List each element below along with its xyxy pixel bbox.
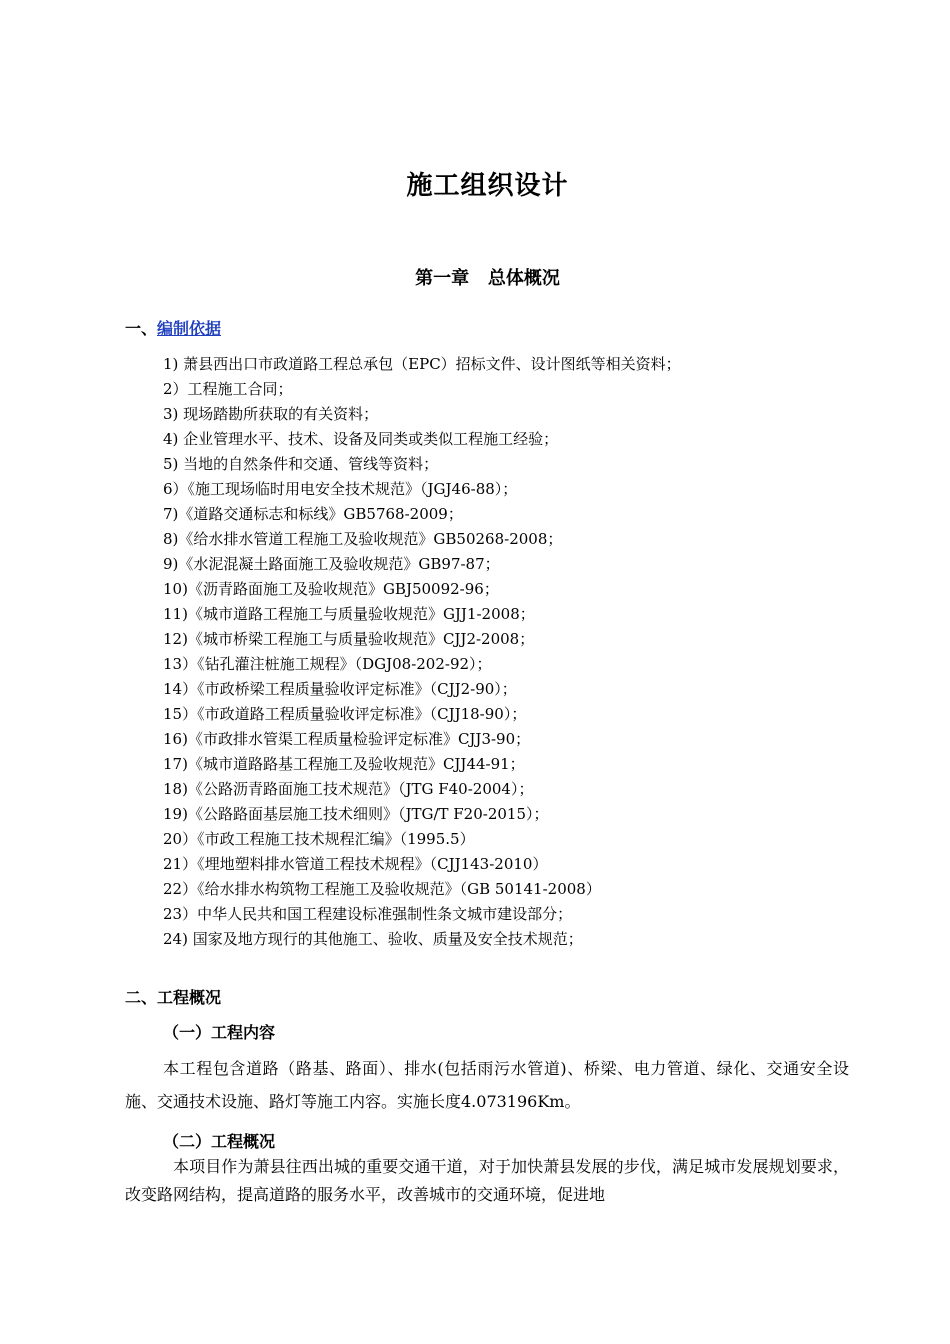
list-item: 3) 现场踏勘所获取的有关资料；: [163, 405, 379, 423]
list-item: 18)《公路沥青路面施工技术规范》（JTG F40-2004）；: [163, 780, 534, 798]
chapter-title: 第一章 总体概况: [415, 268, 560, 289]
list-item: 21）《埋地塑料排水管道工程技术规程》（CJJ143-2010）: [163, 855, 548, 873]
subheading-content: （一）工程内容: [163, 1023, 276, 1042]
list-item: 19)《公路路面基层施工技术细则》（JTG/T F20-2015）；: [163, 805, 549, 823]
list-item: 14）《市政桥梁工程质量验收评定标准》（CJJ2-90）；: [163, 680, 517, 698]
section-heading-basis: [125, 316, 221, 342]
section-heading-overview: 二、工程概况: [125, 988, 222, 1007]
list-item: 24) 国家及地方现行的其他施工、验收、质量及安全技术规范；: [163, 930, 583, 948]
basis-link[interactable]: 编制依据: [157, 319, 222, 338]
list-item: 17)《城市道路路基工程施工及验收规范》CJJ44-91；: [163, 755, 525, 773]
list-item: 16)《市政排水管渠工程质量检验评定标准》CJJ3-90；: [163, 730, 531, 748]
list-item: 22）《给水排水构筑物工程施工及验收规范》（GB 50141-2008）: [163, 880, 601, 898]
list-item: 5) 当地的自然条件和交通、管线等资料；: [163, 455, 439, 473]
list-item: 2）工程施工合同；: [163, 380, 293, 398]
list-item: 9)《水泥混凝土路面施工及验收规范》GB97-87；: [163, 555, 500, 573]
reference-list: [163, 352, 681, 952]
list-item: 4) 企业管理水平、技术、设备及同类或类似工程施工经验；: [163, 430, 559, 448]
document-title: 施工组织设计: [406, 171, 569, 201]
list-item: 15）《市政道路工程质量验收评定标准》（CJJ18-90）；: [163, 705, 527, 723]
list-item: 13）《钻孔灌注桩施工规程》（DGJ08-202-92）；: [163, 655, 492, 673]
list-item: 10)《沥青路面施工及验收规范》GBJ50092-96；: [163, 580, 499, 598]
list-item: 11)《城市道路工程施工与质量验收规范》GJJ1-2008；: [163, 605, 535, 623]
list-item: 8)《给水排水管道工程施工及验收规范》GB50268-2008；: [163, 530, 563, 548]
content-paragraph: 本工程包含道路（路基、路面）、排水(包括雨污水管道)、桥梁、电力管道、绿化、交通安全设施、交通技术设施、路灯等施工内容。实施长度4.073196Km。: [125, 1059, 849, 1111]
list-item: 7)《道路交通标志和标线》GB5768-2009；: [163, 505, 463, 523]
list-item: 20）《市政工程施工技术规程汇编》（1995.5）: [163, 830, 475, 848]
overview-paragraph: 本项目作为萧县往西出城的重要交通干道，对于加快萧县发展的步伐，满足城市发展规划要求，改变路网结构，提高道路的服务水平，改善城市的交通环境，促进地: [125, 1157, 849, 1204]
section-number: 一、: [125, 319, 158, 338]
subheading-overview: （二）工程概况: [163, 1132, 276, 1151]
list-item: 6）《施工现场临时用电安全技术规范》（JGJ46-88）；: [163, 480, 518, 498]
list-item: 12)《城市桥梁工程施工与质量验收规范》CJJ2-2008；: [163, 630, 535, 648]
list-item: 1) 萧县西出口市政道路工程总承包（EPC）招标文件、设计图纸等相关资料；: [163, 355, 681, 373]
list-item: 23）中华人民共和国工程建设标准强制性条文城市建设部分；: [163, 905, 573, 923]
